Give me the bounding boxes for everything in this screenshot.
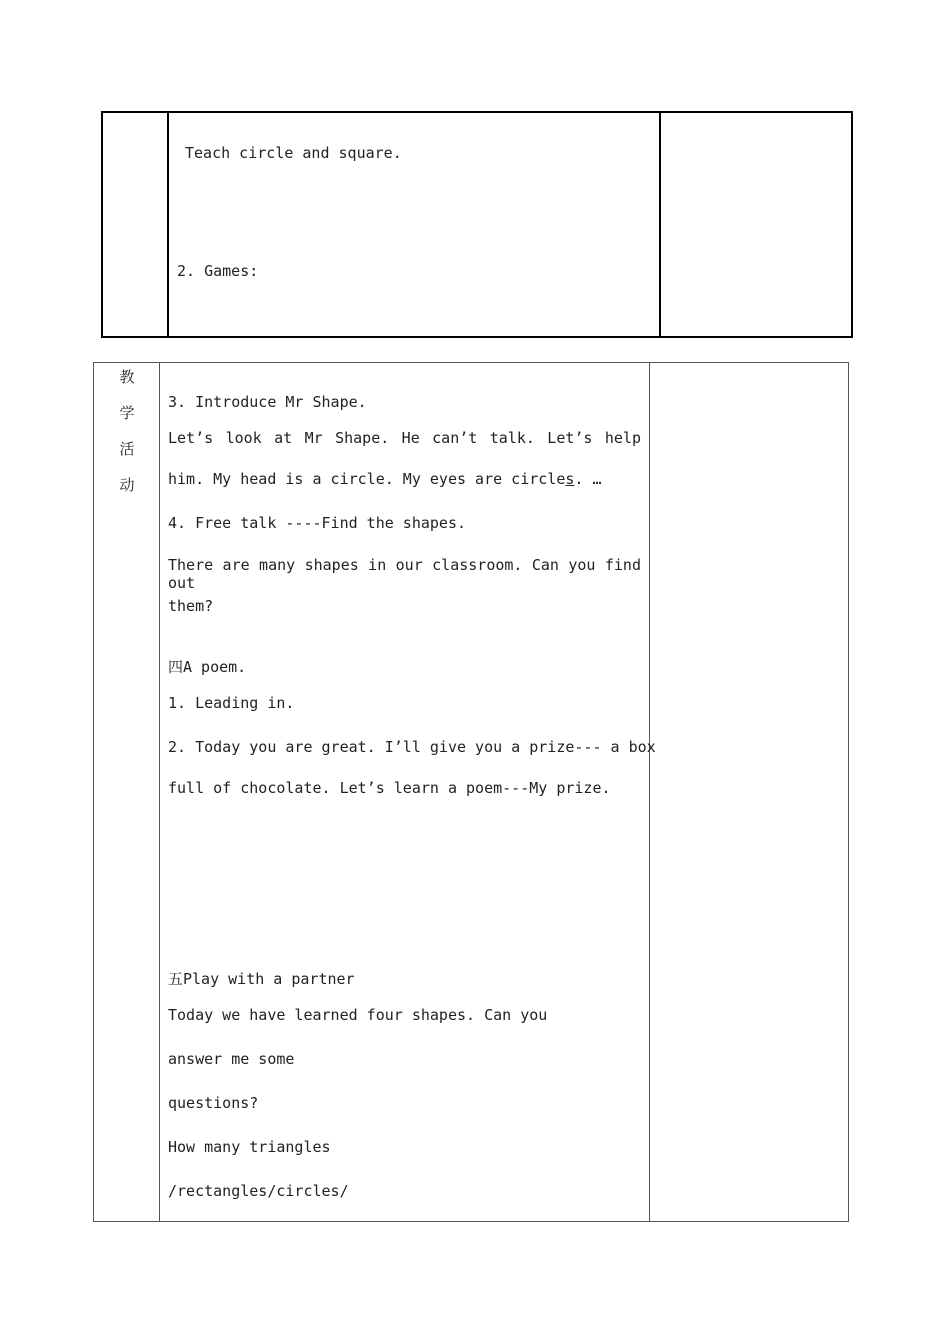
- activity-line: 2. Today you are great. I’ll give you a prize--- a box: [168, 738, 656, 756]
- activity-line: [168, 470, 601, 488]
- activity-line: Today we have learned four shapes. Can you: [168, 1006, 548, 1024]
- notes-cell: [661, 113, 851, 336]
- activity-line: 五Play with a partner: [168, 970, 355, 988]
- activity-line: /rectangles/circles/: [168, 1182, 349, 1200]
- activity-line: answer me some: [168, 1050, 295, 1068]
- activity-line: questions?: [168, 1094, 259, 1112]
- section-label-char: 学: [119, 404, 135, 422]
- section-label-char: 活: [119, 440, 135, 458]
- activity-line: Let’s look at Mr Shape. He can’t talk. Let’s help: [168, 429, 641, 447]
- section-label-char: 动: [119, 476, 135, 494]
- notes-cell: [650, 363, 848, 1221]
- activity-line: 四A poem.: [168, 658, 247, 676]
- section-label-char: 教: [119, 368, 135, 386]
- activity-line: How many triangles: [168, 1138, 331, 1156]
- lesson-table-activities: [93, 362, 849, 1222]
- activity-text: . …: [574, 470, 602, 488]
- activity-line: Teach circle and square.: [185, 144, 402, 162]
- lesson-table-top: [101, 111, 853, 338]
- activity-line: 2. Games:: [177, 262, 259, 280]
- activity-text-underlined: s: [565, 470, 575, 488]
- activity-line: 4. Free talk ----Find the shapes.: [168, 514, 467, 532]
- activity-line: There are many shapes in our classroom. Can you find out: [168, 556, 641, 592]
- activity-line: 3. Introduce Mr Shape.: [168, 393, 367, 411]
- activity-content-cell: [169, 113, 661, 336]
- activity-line: 1. Leading in.: [168, 694, 295, 712]
- activity-content-cell: [160, 363, 656, 1221]
- section-label-cell: [94, 363, 160, 1221]
- activity-line: them?: [168, 597, 214, 615]
- activity-text: him. My head is a circle. My eyes are circle: [168, 470, 566, 488]
- section-label-cell: [103, 113, 169, 336]
- activity-line: full of chocolate. Let’s learn a poem---My prize.: [168, 779, 611, 797]
